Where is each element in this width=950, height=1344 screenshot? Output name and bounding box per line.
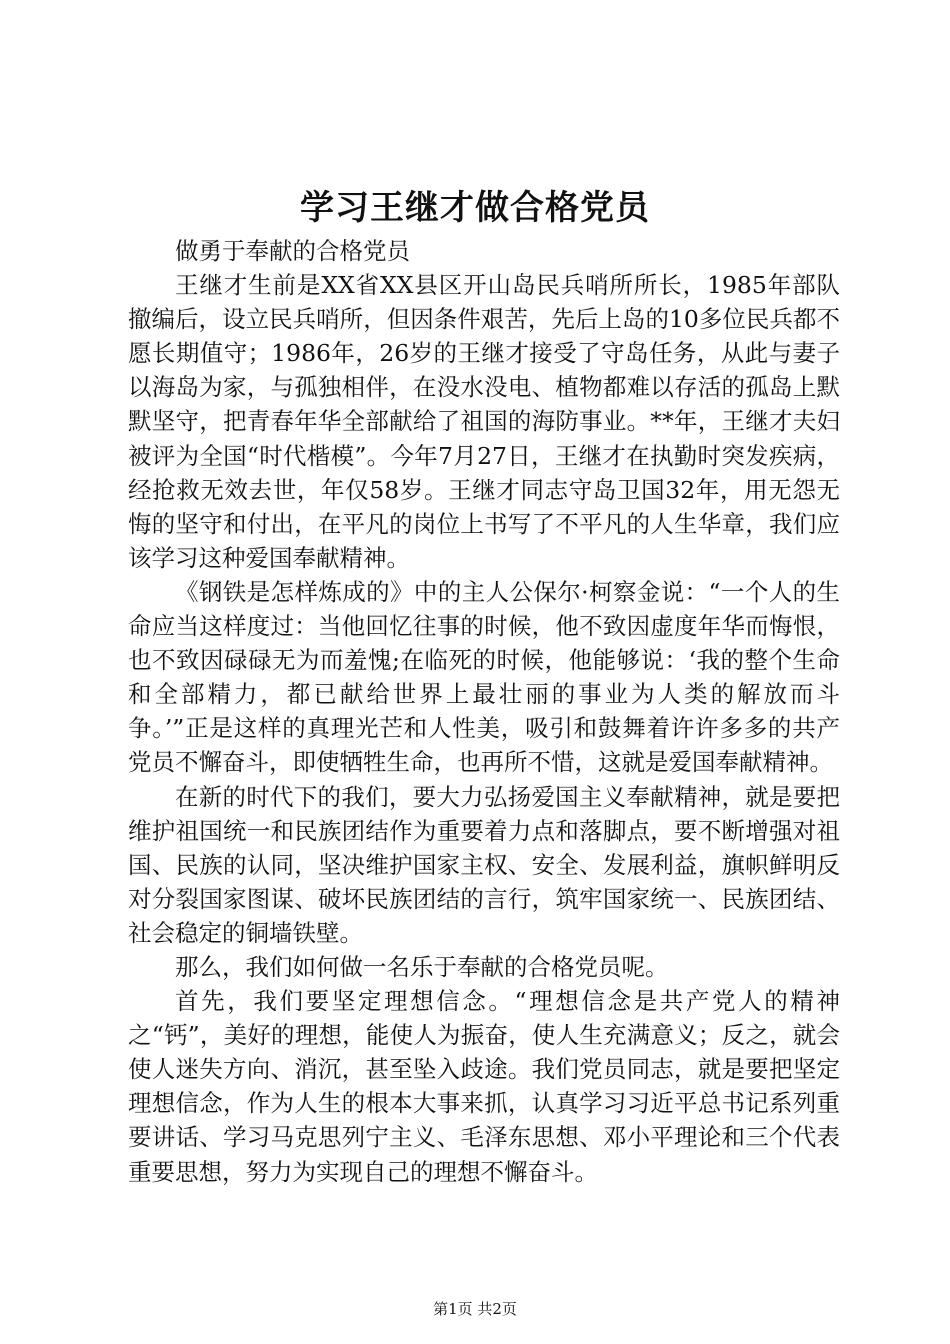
body-paragraph: 王继才生前是XX省XX县区开山岛民兵哨所所长，1985年部队撤编后，设立民兵哨所，但因条件艰苦，先后上岛的10多位民兵都不愿长期值守；1986年，26岁的王继才接受了守岛任务，从此与妻子以海岛为家，与孤独相伴，在没水没电、植物都难以存活的孤岛上默默坚守，把青春年华全部献给了祖国的海防事业。**年，王继才夫妇被评为全国“时代楷模”。今年7月27日，王继才在执勤时突发疾病，经抢救无效去世，年仅58岁。王继才同志守岛卫国32年，用无怨无悔的坚守和付出，在平凡的岗位上书写了不平凡的人生华章，我们应该学习这种爱国奉献精神。 bbox=[128, 271, 840, 572]
body-paragraph: 在新的时代下的我们，要大力弘扬爱国主义奉献精神，就是要把维护祖国统一和民族团结作为重要着力点和落脚点，要不断增强对祖国、民族的认同，坚决维护国家主权、安全、发展利益，旗帜鲜明反对分裂国家图谋、破坏民族团结的言行，筑牢国家统一、民族团结、社会稳定的铜墙铁壁。 bbox=[128, 782, 840, 947]
document-body bbox=[128, 234, 840, 1189]
body-paragraph: 那么，我们如何做一名乐于奉献的合格党员呢。 bbox=[175, 952, 669, 981]
subtitle-paragraph: 做勇于奉献的合格党员 bbox=[175, 237, 410, 265]
document-title: 学习王继才做合格党员 bbox=[300, 188, 650, 228]
page-number-footer: 第1页 共2页 bbox=[433, 1300, 517, 1318]
body-paragraph: 首先，我们要坚定理想信念。“理想信念是共产党人的精神之“钙”，美好的理想，能使人为振奋，使人生充满意义；反之，就会使人迷失方向、消沉，甚至坠入歧途。我们党员同志，就是要把坚定理想信念，作为人生的根本大事来抓，认真学习习近平总书记系列重要讲话、学习马克思列宁主义、毛泽东思想、邓小平理论和三个代表重要思想，努力为实现自己的理想不懈奋斗。 bbox=[128, 987, 840, 1186]
body-paragraph: 《钢铁是怎样炼成的》中的主人公保尔·柯察金说：“一个人的生命应当这样度过：当他回忆往事的时候，他不致因虚度年华而悔恨，也不致因碌碌无为而羞愧;在临死的时候，他能够说：‘我的整个生命和全部精力，都已献给世界上最壮丽的事业为人类的解放而斗争。’”正是这样的真理光芒和人性美，吸引和鼓舞着许许多多的共产党员不懈奋斗，即使牺牲生命，也再所不惜，这就是爱国奉献精神。 bbox=[128, 577, 840, 777]
